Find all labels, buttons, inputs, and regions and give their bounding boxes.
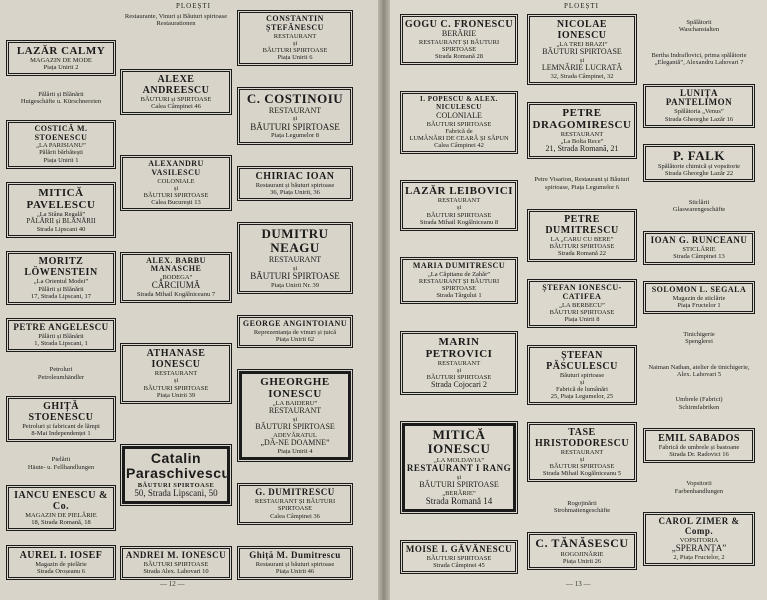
ad-line: Fabrică de lumânări xyxy=(556,385,608,393)
ad-line: BERĂRIE xyxy=(441,29,477,38)
ad-line: Schirmfabriken xyxy=(678,403,720,411)
ad-line: Strada Gheorghe Lazăr 22 xyxy=(664,169,734,177)
ad-title: NICOLAE IONESCU xyxy=(556,19,608,41)
ad-title: LAZĂR LEIBOVICI xyxy=(404,185,514,198)
ad-line: „DĂ-NE DOAMNE” xyxy=(260,438,330,448)
ad-line: Piața Fructelor 1 xyxy=(677,301,721,309)
ad-line: Calea Câmpinei 46 xyxy=(151,103,201,111)
ad-line: Strada Mihail Kogălniceanu 8 xyxy=(419,218,499,226)
ad-gogu-fronescu xyxy=(402,16,516,63)
ad-line: și xyxy=(173,377,179,385)
ad-line: Waschanstalten xyxy=(678,26,720,34)
ad-line: Reprezentanța de vinuri și țuică xyxy=(253,328,337,336)
ad-line: „LA BERBECU” xyxy=(559,301,605,309)
section-heading xyxy=(527,500,637,515)
ad-title: MORITZ LÖWENSTEIN xyxy=(24,256,98,279)
section-heading xyxy=(527,176,637,191)
ad-title: I. POPESCU & ALEX. NICULESCU xyxy=(419,95,499,112)
ad-line: BĂUTURI SPIRTOASE xyxy=(426,554,492,562)
ad-title: IOAN G. RUNCEANU xyxy=(650,234,748,245)
ad-line: Piața Unirii 62 xyxy=(275,335,315,343)
ad-line: Strada Alex. Lahovari 10 xyxy=(143,567,209,575)
section-heading xyxy=(643,364,755,379)
section-heading xyxy=(6,366,116,381)
ad-line: BĂUTURI SPIRTOASE xyxy=(426,374,492,381)
ad-line: 1, Strada Lipscani, 1 xyxy=(34,340,88,348)
ad-line: ROGOJINĂRIE xyxy=(560,550,604,558)
ad-line: Piața Unirii 46 xyxy=(275,567,315,575)
ad-title: C. COSTINOIU xyxy=(246,91,344,107)
ad-line: BĂUTURI SPIRTOASE xyxy=(262,46,328,54)
ad-line: BĂUTURI SPIRTOASE xyxy=(549,243,615,251)
column-6 xyxy=(643,18,755,566)
ad-line: LUMÂNĂRI DE CEARĂ ȘI SĂPUN xyxy=(409,134,509,142)
ad-alexandru-vasilescu xyxy=(122,157,230,209)
ad-line: BĂUTURI SPIRTOASE xyxy=(143,192,209,200)
ad-title: CAROL ZIMER & Comp. xyxy=(658,516,740,536)
ad-line: BĂUTURI SPIRTOASE xyxy=(426,120,492,128)
ad-title: G. DUMITRESCU xyxy=(255,487,335,498)
ad-line: Spenglerei xyxy=(685,338,713,346)
ad-line: și xyxy=(292,264,298,272)
ad-title: ALEXANDRU VASILESCU xyxy=(148,159,204,178)
ad-line: „LA PARISIANU” xyxy=(36,142,86,150)
ad-line: Strada Câmpinei 13 xyxy=(673,252,725,260)
ad-line: RESTAURANT xyxy=(268,254,322,264)
ad-title: Sticlării xyxy=(688,198,710,206)
ad-line: Piața Unirii 39 xyxy=(156,391,196,399)
ad-ghita-dumitrescu xyxy=(239,548,351,578)
ad-line: Fabrică de xyxy=(445,127,473,135)
ad-popescu-niculescu xyxy=(402,93,516,152)
ad-catalin xyxy=(122,446,230,504)
ad-solomon-segala xyxy=(645,283,753,312)
ad-line: Piața Unirii 26 xyxy=(562,557,602,565)
ad-line: BĂUTURI SPIRTOASE xyxy=(426,211,492,219)
ad-line: 18, Strada Romană, 18 xyxy=(31,519,91,527)
ad-line: BĂUTURI SPIRTOASE xyxy=(137,481,215,489)
ad-gheorghe-ionescu xyxy=(239,371,351,460)
ad-line: 17, Strada Lipscani, 17 xyxy=(30,292,92,300)
ad-line: Piața Unirii 2 xyxy=(43,64,79,72)
ad-marin-petrovici xyxy=(402,333,516,393)
ad-title: P. FALK xyxy=(673,147,725,163)
ad-line: „BODEGA” xyxy=(159,274,193,282)
ad-costinoiu xyxy=(239,89,351,142)
ad-line: Hutgeschäfte u. Kürschnereien xyxy=(20,98,102,106)
ad-line: Strada Târgului 1 xyxy=(436,292,482,300)
ad-lazar-leibovici xyxy=(402,182,516,229)
ad-title: LUNIȚA PANTELIMON xyxy=(665,87,733,108)
ad-line: RESTAURANT xyxy=(273,32,317,40)
section-heading xyxy=(643,331,755,346)
ad-line: Calea Câmpinei 42 xyxy=(434,141,484,149)
ad-line: Băuturi spirtoase xyxy=(559,371,605,379)
ad-title: COSTICĂ M. STOENESCU xyxy=(34,123,88,142)
ad-title: Catalin Paraschivescu xyxy=(126,449,231,482)
ad-line: Strada Romană 22 xyxy=(557,250,607,258)
section-heading xyxy=(643,52,755,67)
ad-line: BĂUTURI SPIRTOASE xyxy=(250,121,340,132)
ad-line: Farbenhandlungen xyxy=(674,487,724,495)
ad-title: GHIȚĂ STOENESCU xyxy=(28,400,94,423)
ad-line: BĂUTURI SPIRTOASE xyxy=(542,47,622,57)
ad-line: BĂUTURI SPIRTOASE xyxy=(250,270,340,281)
ad-line: „La Căpitanu de Zahăr” xyxy=(427,270,491,278)
ad-line: BĂUTURI SPIRTOASE xyxy=(549,308,615,316)
ad-c-tanasescu xyxy=(529,534,635,567)
ad-title: Spălătorii xyxy=(686,19,712,26)
ad-title: CHIRIAC IOAN xyxy=(255,170,335,182)
ad-line: Magazin de sticlărie xyxy=(672,294,726,302)
ad-g-dumitrescu xyxy=(239,485,351,522)
ad-athanase-ionescu xyxy=(122,345,230,402)
ad-line: „LA MOLDAVIA” xyxy=(433,456,485,464)
ad-line: Piața Unirii 6 xyxy=(277,54,313,62)
ad-line: și xyxy=(579,455,585,463)
ad-line: BĂUTURI SPIRTOASE xyxy=(549,463,615,471)
ad-ghita-stoenescu xyxy=(8,398,114,440)
ad-title: MARIA DUMITRESCU xyxy=(412,261,506,271)
ad-title: Vopsitorii xyxy=(686,480,712,488)
ad-line: BĂUTURI SPIRTOASE xyxy=(419,479,499,489)
ad-mitica-pavelescu xyxy=(8,184,114,236)
ad-title: MITICĂ IONESCU xyxy=(427,427,491,457)
ad-line: Petroluri și fabricant de lămpi xyxy=(22,422,100,430)
ad-line: și xyxy=(456,366,462,374)
ad-line: 32, Strada Câmpinei, 32 xyxy=(550,72,614,80)
ad-line: LA „CARU CU BERE” xyxy=(550,236,614,243)
ad-ioan-runceanu xyxy=(645,233,753,263)
ad-dumitru-neagu xyxy=(239,224,351,292)
ad-carol-zimer xyxy=(645,514,753,564)
ad-line: RESTAURANT ȘI BĂUTURI SPIRTOASE xyxy=(418,277,500,293)
ad-line: Strada Câmpinei 45 xyxy=(433,561,485,569)
ad-line: Strada Mihail Kogălniceanu 7 xyxy=(136,291,216,299)
ad-line: Spălătoria „Venus” xyxy=(674,108,724,116)
ad-line: RESTAURANT I RANG xyxy=(406,462,512,473)
ad-line: Piața Unirii Nr. 39 xyxy=(270,281,320,289)
ad-line: „LA TREI BRAZI” xyxy=(556,41,608,48)
ad-line: și xyxy=(456,473,462,481)
ad-line: Piața Unirii 1 xyxy=(43,156,79,164)
ad-line: STICLĂRIE xyxy=(682,245,716,253)
ad-petre-angelescu xyxy=(8,320,114,350)
ad-title: DUMITRU NEAGU xyxy=(261,226,329,256)
ad-title: ȘTEFAN IONESCU-CATIFEA xyxy=(542,283,622,301)
ad-line: Pălării și Blănării xyxy=(38,332,84,340)
column-4 xyxy=(400,14,518,574)
ad-line: RESTAURANT xyxy=(154,370,198,378)
ad-stefan-pasculescu xyxy=(529,347,635,404)
section-heading xyxy=(6,456,116,471)
ad-alex-manasche xyxy=(122,254,230,302)
ad-p-falk xyxy=(645,146,753,181)
ad-line: Piața Legumelor 8 xyxy=(270,132,319,140)
ad-line: BĂUTURI și SPIRTOASE xyxy=(140,95,212,103)
ad-line: Piața Unirii 4 xyxy=(277,448,313,456)
ad-title: Pălării și Blănării xyxy=(38,90,84,98)
ad-lunita-pantelimon xyxy=(645,86,753,126)
ad-iancu-enescu xyxy=(8,487,114,529)
ad-title: Tinichigerie xyxy=(683,330,715,338)
ad-title: EMIL SABADOS xyxy=(658,433,740,445)
ad-line: Calea Câmpinei 36 xyxy=(270,512,320,520)
ad-title: Petre Visarion, Restaurant și Băuturi spirtoase, Piața Legumelor 6 xyxy=(534,176,630,191)
ad-line: RESTAURANT xyxy=(268,105,322,115)
ad-title: Bertha Indraflovici, prima spălătorie „Elegantă”, Alexandru Lahovari 7 xyxy=(651,51,747,67)
ad-title: Ghiță M. Dumitrescu xyxy=(249,549,341,560)
ad-line: 36, Piața Unirii, 36 xyxy=(270,188,320,196)
ad-line: RESTAURANT xyxy=(268,406,322,416)
ad-george-angintoianu xyxy=(239,317,351,346)
ad-line: Strohmattengeschäfte xyxy=(553,507,611,515)
ad-line: BĂUTURI SPIRTOASE xyxy=(143,560,209,568)
ad-line: Pălării bărbătești xyxy=(39,149,83,157)
page-number: — 12 — xyxy=(160,580,185,588)
ad-line: Pălării și Blănării xyxy=(38,285,84,293)
ad-line: Restaurant și băuturi spirtoase xyxy=(255,560,335,568)
ad-title: C. TĂNĂSESCU xyxy=(535,536,629,551)
ad-title: PETRE DUMITRESCU xyxy=(545,214,619,236)
column-1 xyxy=(6,40,116,580)
ad-chiriac-ioan xyxy=(239,168,351,199)
ad-constantin-stefanescu xyxy=(239,12,351,64)
ad-line: BĂUTURI SPIRTOASE xyxy=(143,384,209,392)
ad-line: RESTAURANT ȘI BĂUTURI SPIRTOASE xyxy=(254,498,336,513)
ad-maria-dumitrescu xyxy=(402,259,516,302)
ad-line: Strada Mihail Kogălniceanu 5 xyxy=(542,470,622,478)
ad-line: 21, Strada Romană, 21 xyxy=(545,144,619,154)
ad-line: și xyxy=(292,115,298,123)
ad-title: ȘTEFAN PĂSCULESCU xyxy=(546,349,618,372)
ad-line: Restaurationen xyxy=(156,20,196,28)
ad-title: ANDREI M. IONESCU xyxy=(125,549,227,560)
ad-line: și xyxy=(292,39,298,47)
ad-title: Pielării xyxy=(51,456,71,464)
ad-title: CONSTANTIN ȘTEFĂNESCU xyxy=(266,14,324,32)
ad-line: Piața Unirii 8 xyxy=(564,315,600,323)
ad-line: „La Stâna Regală” xyxy=(36,211,86,219)
ad-title: Petroluri xyxy=(49,366,73,374)
ad-line: Strada Gheorghe Lazăr 16 xyxy=(664,115,734,123)
ad-title: ALEXE ANDREESCU xyxy=(142,73,210,96)
ad-line: și xyxy=(456,204,462,212)
ad-moritz xyxy=(8,253,114,302)
ad-line: MAGAZIN DE MODE xyxy=(30,57,92,65)
ad-title: AUREL I. IOSEF xyxy=(19,549,103,561)
ad-aurel-iosef xyxy=(8,547,114,578)
section-heading xyxy=(6,91,116,106)
ad-line: Petroleumhändler xyxy=(37,373,85,381)
section-heading xyxy=(643,199,755,214)
ad-line: Strada Cojocari 2 xyxy=(431,380,487,390)
ad-title: PETRE DRAGOMIRESCU xyxy=(532,106,632,131)
ad-lazar-calmy xyxy=(8,42,114,74)
running-header: PLOEȘTI xyxy=(564,2,599,10)
ad-line: Strada Romană 28 xyxy=(434,53,484,61)
ad-title: TASE HRISTODORESCU xyxy=(534,426,630,449)
ad-line: „La Orientul Modei” xyxy=(33,278,89,286)
ad-line: Strada Oroșeanu 6 xyxy=(36,567,85,575)
ad-line: RESTAURANT xyxy=(437,197,481,205)
book-gutter xyxy=(378,0,390,600)
ad-title: SOLOMON L. SEGALA xyxy=(651,284,747,294)
column-2 xyxy=(120,12,232,580)
ad-line: „SPERANȚA” xyxy=(671,542,727,553)
ad-line: Häute- u. Fellhandlungen xyxy=(27,463,95,471)
column-3 xyxy=(237,10,353,580)
ad-stefan-catifea xyxy=(529,281,635,326)
ad-line: RESTAURANT xyxy=(437,359,481,367)
ad-line: CÂRCIUMĂ xyxy=(151,280,201,291)
ad-line: RESTAURANT xyxy=(560,130,604,138)
ad-title: ALEX. BARBU MANASCHE xyxy=(146,255,206,274)
section-heading xyxy=(643,19,755,34)
ad-title: PETRE ANGELESCU xyxy=(13,322,109,332)
section-heading xyxy=(120,13,232,28)
ad-tase-hristodorescu xyxy=(529,424,635,481)
ad-line: 25, Piața Legumelor, 25 xyxy=(550,393,614,401)
ad-title: Rogojinării xyxy=(567,499,597,507)
ad-line: COLONIALE xyxy=(436,110,482,120)
ad-line: Restaurant și băuturi spirtoase xyxy=(255,181,335,189)
ad-andrei-ionescu xyxy=(122,548,230,578)
ad-nicolae-ionescu xyxy=(529,16,635,83)
ad-line: și xyxy=(292,416,298,424)
page-number: — 13 — xyxy=(566,580,591,588)
ad-costica xyxy=(8,122,114,167)
ad-moise-gavanescu xyxy=(402,542,516,572)
section-heading xyxy=(643,396,755,411)
ad-title: Restaurante, Vinuri și Băuturi spirtoase xyxy=(124,13,228,20)
ad-title: Naiman Nathan, atelier de tinichigerie, Alex. Lahovari 5 xyxy=(648,363,750,378)
ad-line: și xyxy=(173,185,179,193)
ad-line: Fabrică de umbrele și bastoane xyxy=(658,444,740,452)
ad-line: VOPSITORIA xyxy=(679,536,719,544)
ad-line: Magazin de pielărie xyxy=(35,560,87,568)
ad-line: și xyxy=(579,56,585,64)
ad-line: COLONIALE xyxy=(157,177,195,185)
ad-title: ATHANASE IONESCU xyxy=(146,348,206,371)
column-5 xyxy=(527,14,637,570)
ad-line: „BERĂRIE” xyxy=(442,489,476,497)
ad-title: LAZĂR CALMY xyxy=(16,45,106,57)
ad-line: BĂUTURI SPIRTOASE xyxy=(255,422,335,432)
ad-petre-dumitrescu xyxy=(529,211,635,260)
ad-title: IANCU ENESCU & Co. xyxy=(14,490,108,513)
ad-line: și xyxy=(579,378,585,386)
ad-line: RESTAURANT ȘI BĂUTURI SPIRTOASE xyxy=(418,38,500,53)
ad-title: MOISE I. GĂVĂNESCU xyxy=(405,543,513,554)
running-header: PLOEȘTI xyxy=(176,2,211,10)
ad-line: Strada Romană 14 xyxy=(425,495,493,506)
ad-line: ADEVĂRATUL xyxy=(273,432,317,440)
ad-line: RESTAURANT xyxy=(560,448,604,456)
ad-line: Spălătorie chimică și vopsitorie xyxy=(657,162,741,170)
ad-title: GOGU C. FRONESCU xyxy=(404,19,514,30)
ad-petre-dragomirescu xyxy=(529,104,635,157)
ad-line: PĂLĂRII și BLĂNĂRII xyxy=(26,217,96,226)
ad-title: Umbrele (Fabrici) xyxy=(675,396,723,404)
ad-line: LEMNĂRIE LUCRATĂ xyxy=(541,63,623,73)
ad-line: 8-Mai Independenței 1 xyxy=(31,429,91,437)
ad-emil-sabados xyxy=(645,430,753,461)
ad-title: GEORGE ANGINTOIANU xyxy=(242,318,348,328)
ad-line: Calea București 13 xyxy=(151,199,201,207)
ad-line: Glaswarengeschäfte xyxy=(672,206,726,214)
ad-alexe-andreescu xyxy=(122,71,230,113)
ad-line: 2, Piața Fructelor, 2 xyxy=(673,553,725,561)
section-heading xyxy=(643,480,755,495)
ad-line: MAGAZIN DE PIELĂRIE xyxy=(25,512,97,520)
ad-line: 50, Strada Lipscani, 50 xyxy=(134,487,218,498)
ad-line: „LA BAIDERU” xyxy=(272,400,318,408)
ad-title: MARIN PETROVICI xyxy=(425,335,493,360)
ad-title: MITICĂ PAVELESCU xyxy=(26,186,96,212)
ad-title: GHEORGHE IONESCU xyxy=(260,376,330,401)
ad-line: „La Bolta Rece” xyxy=(560,137,604,145)
ad-mitica-ionescu xyxy=(402,423,516,512)
ad-line: Strada Lipscani 40 xyxy=(36,226,86,233)
ad-line: Strada Dr. Radovici 16 xyxy=(669,451,729,459)
